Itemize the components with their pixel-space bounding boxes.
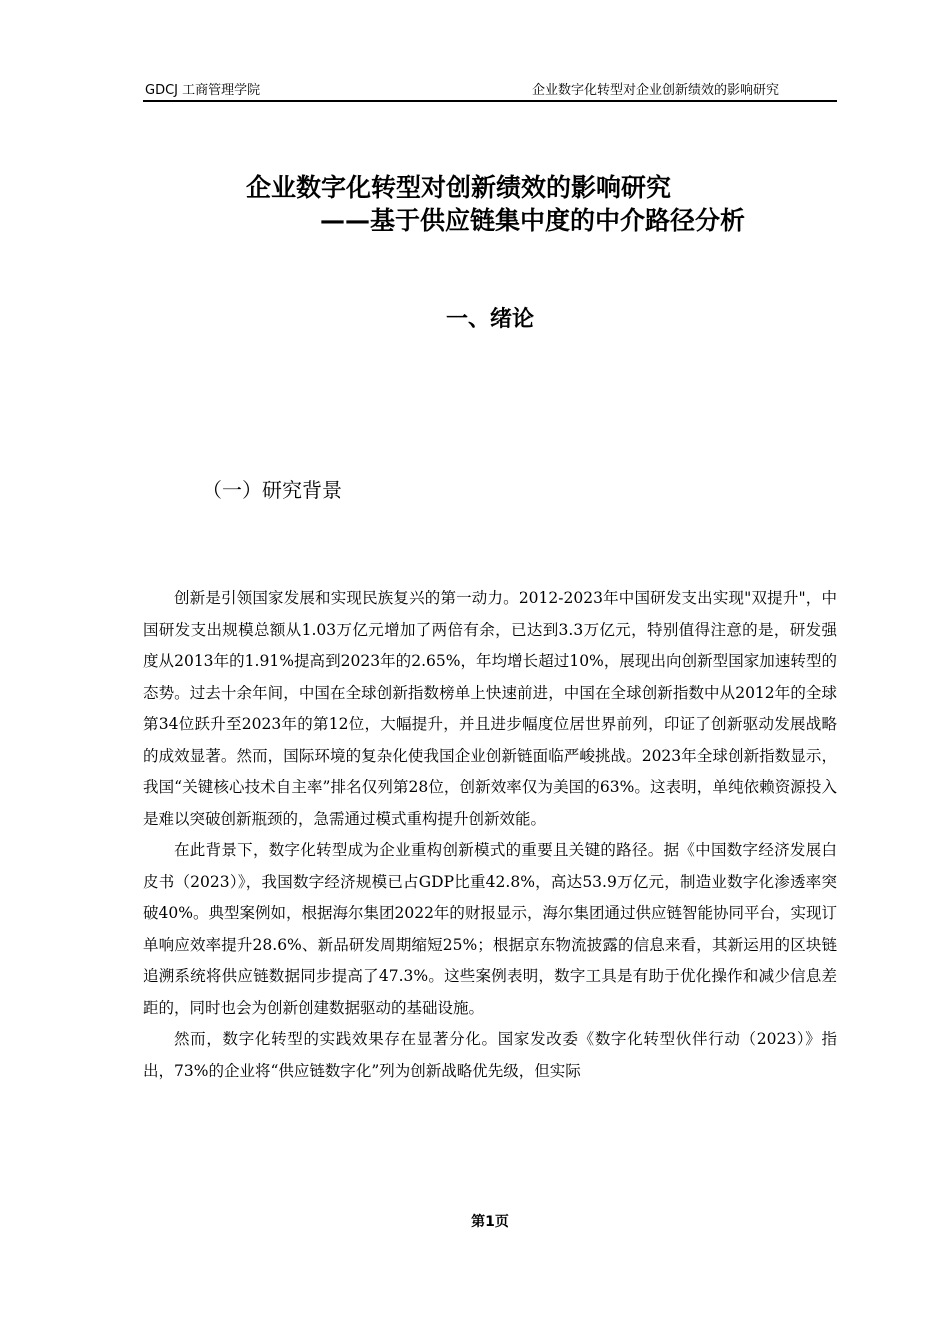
header-institution: GDCJ 工商管理学院 — [145, 83, 261, 98]
body-text — [143, 583, 837, 1087]
main-title: 企业数字化转型对创新绩效的影响研究 — [246, 173, 672, 202]
page-header — [143, 78, 837, 102]
paragraph: 创新是引领国家发展和实现民族复兴的第一动力。2012-2023年中国研发支出实现"双提升"，中国研发支出规模总额从1.03万亿元增加了两倍有余，已达到3.3万亿元，特别值得注意的是，研发强度从2013年的1.91%提高到2023年的2.65%，年均增长超过10%，展现出向创新型国家加速转型的态势。过去十余年间，中国在全球创新指数榜单上快速前进，中国在全球创新指数中从2012年的全球第34位跃升至2023年的第12位，大幅提升，并且进步幅度位居世界前列，印证了创新驱动发展战略的成效显著。然而，国际环境的复杂化使我国企业创新链面临严峻挑战。2023年全球创新指数显示，我国“关键核心技术自主率”排名仅列第28位，创新效率仅为美国的63%。这表明，单纯依赖资源投入是难以突破创新瓶颈的，急需通过模式重构提升创新效能。 — [143, 589, 837, 828]
paragraph: 然而，数字化转型的实践效果存在显著分化。国家发改委《数字化转型伙伴行动（2023）》指出，73%的企业将“供应链数字化”列为创新战略优先级，但实际 — [143, 1030, 837, 1080]
page-number: 第1页 — [471, 1214, 509, 1230]
subtitle: ——基于供应链集中度的中介路径分析 — [320, 206, 746, 235]
section-heading: （一）研究背景 — [202, 478, 342, 502]
header-running-title: 企业数字化转型对企业创新绩效的影响研究 — [531, 83, 779, 98]
paragraph: 在此背景下，数字化转型成为企业重构创新模式的重要且关键的路径。据《中国数字经济发展白皮书（2023）》，我国数字经济规模已占GDP比重42.8%，高达53.9万亿元，制造业数字化渗透率突破40%。典型案例如，根据海尔集团2022年的财报显示，海尔集团通过供应链智能协同平台，实现订单响应效率提升28.6%、新品研发周期缩短25%；根据京东物流披露的信息来看，其新运用的区块链追溯系统将供应链数据同步提高了47.3%。这些案例表明，数字工具是有助于优化操作和减少信息差距的，同时也会为创新创建数据驱动的基础设施。 — [143, 841, 837, 1017]
chapter-heading: 一、绪论 — [445, 307, 534, 332]
